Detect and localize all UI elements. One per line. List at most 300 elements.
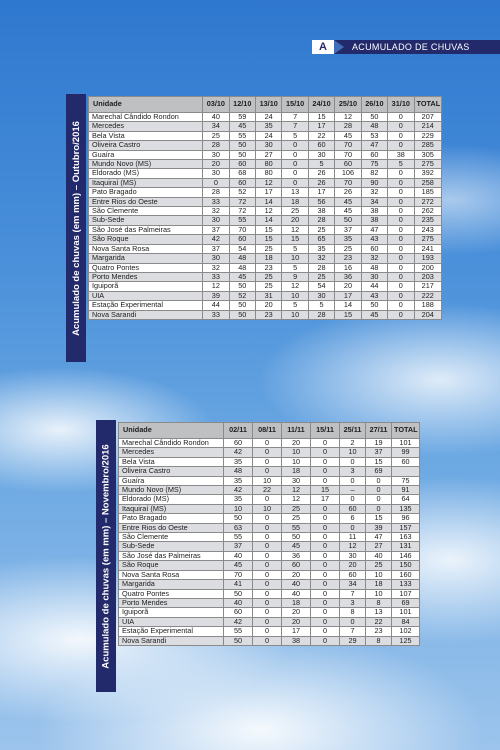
rainfall-cell: 23 (366, 627, 392, 636)
rainfall-cell: 107 (392, 589, 420, 598)
rainfall-cell: 48 (361, 122, 387, 131)
rainfall-cell: 5 (308, 301, 334, 310)
rainfall-cell: 0 (311, 504, 340, 513)
rainfall-cell: 27 (366, 542, 392, 551)
rainfall-cell: 7 (282, 122, 308, 131)
rainfall-cell: 0 (282, 150, 308, 159)
rainfall-cell: 0 (253, 561, 282, 570)
rainfall-cell: 17 (308, 122, 334, 131)
rainfall-cell: 135 (392, 504, 420, 513)
table-row (89, 291, 442, 300)
rainfall-cell: 0 (203, 178, 229, 187)
table-row (119, 504, 420, 513)
rainfall-cell: 72 (229, 197, 255, 206)
rainfall-cell: 0 (388, 244, 414, 253)
rainfall-cell: 33 (203, 272, 229, 281)
november-table-header (119, 423, 420, 439)
rainfall-cell: 60 (308, 141, 334, 150)
rainfall-cell: 80 (255, 160, 281, 169)
rainfall-cell: 68 (229, 169, 255, 178)
unit-name-cell: Iguiporã (89, 282, 203, 291)
rainfall-cell: 50 (361, 301, 387, 310)
rainfall-cell: 25 (282, 504, 311, 513)
rainfall-cell: 0 (366, 476, 392, 485)
table-row (89, 197, 442, 206)
rainfall-cell: 40 (203, 113, 229, 122)
rainfall-cell: 29 (340, 636, 366, 645)
column-header: 25/11 (340, 423, 366, 439)
rainfall-cell: 20 (282, 617, 311, 626)
table-row (119, 467, 420, 476)
rainfall-cell: 0 (253, 439, 282, 448)
rainfall-cell: 0 (311, 636, 340, 645)
rainfall-cell: 69 (392, 598, 420, 607)
rainfall-cell: 45 (335, 131, 361, 140)
rainfall-cell: 26 (308, 178, 334, 187)
table-row (89, 207, 442, 216)
unit-name-cell: Margarida (89, 254, 203, 263)
rainfall-cell: 0 (388, 301, 414, 310)
rainfall-cell: 0 (282, 141, 308, 150)
rainfall-cell: 203 (414, 272, 441, 281)
rainfall-cell: 200 (414, 263, 441, 272)
rainfall-cell: 131 (392, 542, 420, 551)
rainfall-cell: 42 (224, 617, 253, 626)
unit-name-cell: Pato Bragado (89, 188, 203, 197)
rainfall-cell: 20 (282, 216, 308, 225)
rainfall-cell: 7 (340, 589, 366, 598)
rainfall-cell: 275 (414, 235, 441, 244)
rainfall-cell: 17 (255, 188, 281, 197)
rainfall-cell: 60 (224, 608, 253, 617)
unit-name-cell: UIA (119, 617, 224, 626)
rainfall-cell: 0 (311, 570, 340, 579)
rainfall-cell: 214 (414, 122, 441, 131)
rainfall-cell: 45 (335, 197, 361, 206)
rainfall-cell: 55 (224, 533, 253, 542)
rainfall-cell: 0 (388, 141, 414, 150)
rainfall-cell: 20 (282, 570, 311, 579)
rainfall-cell: 0 (388, 235, 414, 244)
rainfall-cell: 7 (282, 113, 308, 122)
unit-name-cell: Mundo Novo (MS) (89, 160, 203, 169)
rainfall-cell: 23 (255, 310, 281, 319)
rainfall-cell: 275 (414, 160, 441, 169)
rainfall-cell: 33 (203, 310, 229, 319)
rainfall-cell: 40 (282, 580, 311, 589)
rainfall-cell: 0 (253, 627, 282, 636)
table-row (119, 439, 420, 448)
rainfall-cell: – (340, 486, 366, 495)
rainfall-cell: 285 (414, 141, 441, 150)
rainfall-cell: 30 (203, 216, 229, 225)
chevron-right-icon (334, 40, 344, 54)
rainfall-cell: 101 (392, 608, 420, 617)
rainfall-cell: 16 (335, 263, 361, 272)
unit-name-cell: Sub-Sede (119, 542, 224, 551)
rainfall-cell: 0 (388, 272, 414, 281)
rainfall-cell: 0 (311, 514, 340, 523)
column-header: 02/11 (224, 423, 253, 439)
rainfall-cell: 60 (340, 570, 366, 579)
rainfall-cell: 75 (392, 476, 420, 485)
rainfall-cell: 17 (311, 495, 340, 504)
november-table-title: Acumulado de chuvas (em mm) – Novembro/2016 (100, 443, 112, 669)
rainfall-cell: 0 (388, 197, 414, 206)
rainfall-cell: 37 (366, 448, 392, 457)
rainfall-cell: 15 (366, 457, 392, 466)
rainfall-cell: 10 (282, 291, 308, 300)
rainfall-cell: 11 (340, 533, 366, 542)
table-row (89, 113, 442, 122)
rainfall-cell: 45 (229, 122, 255, 131)
rainfall-cell: 43 (361, 235, 387, 244)
unit-name-cell: Quatro Pontes (89, 263, 203, 272)
column-header: 15/10 (282, 97, 308, 113)
rainfall-cell: 305 (414, 150, 441, 159)
rainfall-cell: 59 (229, 113, 255, 122)
rainfall-cell: 5 (388, 160, 414, 169)
rainfall-cell: 2 (340, 439, 366, 448)
unit-name-cell: Itaquiraí (MS) (89, 178, 203, 187)
rainfall-cell: 0 (388, 188, 414, 197)
rainfall-cell: 34 (203, 122, 229, 131)
rainfall-cell: 36 (335, 272, 361, 281)
rainfall-cell: 0 (253, 598, 282, 607)
table-row (119, 598, 420, 607)
unit-name-cell: Oliveira Castro (119, 467, 224, 476)
column-header: 15/11 (311, 423, 340, 439)
rainfall-cell: 0 (388, 169, 414, 178)
rainfall-cell: 17 (308, 188, 334, 197)
rainfall-cell: 45 (282, 542, 311, 551)
rainfall-cell: 39 (203, 291, 229, 300)
rainfall-cell (392, 467, 420, 476)
rainfall-cell: 25 (282, 514, 311, 523)
table-row (119, 580, 420, 589)
table-row (119, 514, 420, 523)
rainfall-cell: 157 (392, 523, 420, 532)
rainfall-cell: 19 (366, 439, 392, 448)
rainfall-cell: 5 (282, 301, 308, 310)
column-header: TOTAL (392, 423, 420, 439)
table-row (119, 617, 420, 626)
rainfall-cell: 30 (203, 150, 229, 159)
rainfall-cell: 56 (308, 197, 334, 206)
table-row (89, 263, 442, 272)
table-row (89, 301, 442, 310)
rainfall-cell: 0 (388, 122, 414, 131)
rainfall-cell: 43 (361, 291, 387, 300)
unit-name-cell: São Roque (119, 561, 224, 570)
rainfall-cell: 8 (340, 608, 366, 617)
rainfall-cell: 50 (229, 150, 255, 159)
rainfall-cell: 60 (224, 439, 253, 448)
rainfall-cell: 0 (311, 561, 340, 570)
rainfall-cell: 39 (366, 523, 392, 532)
rainfall-cell: 0 (340, 457, 366, 466)
rainfall-cell: 45 (361, 310, 387, 319)
rainfall-cell: 18 (366, 580, 392, 589)
rainfall-cell: 34 (340, 580, 366, 589)
rainfall-cell: 60 (229, 178, 255, 187)
rainfall-cell: 163 (392, 533, 420, 542)
table-row (89, 225, 442, 234)
unit-name-cell: Guaíra (119, 476, 224, 485)
rainfall-cell: 0 (340, 495, 366, 504)
rainfall-cell: 12 (203, 282, 229, 291)
rainfall-cell: 0 (253, 589, 282, 598)
rainfall-cell: 0 (340, 476, 366, 485)
rainfall-cell: 33 (203, 197, 229, 206)
rainfall-cell: 50 (229, 282, 255, 291)
rainfall-cell: 258 (414, 178, 441, 187)
rainfall-cell: 14 (335, 301, 361, 310)
rainfall-cell: 18 (282, 598, 311, 607)
rainfall-cell: 0 (311, 627, 340, 636)
rainfall-cell: 10 (282, 310, 308, 319)
rainfall-cell: 10 (282, 457, 311, 466)
rainfall-cell: 0 (311, 533, 340, 542)
rainfall-cell: 28 (335, 122, 361, 131)
rainfall-cell: 37 (203, 244, 229, 253)
rainfall-cell: 27 (255, 150, 281, 159)
rainfall-cell: 52 (229, 188, 255, 197)
rainfall-cell: 22 (308, 131, 334, 140)
rainfall-cell: 272 (414, 197, 441, 206)
column-header: Unidade (89, 97, 203, 113)
rainfall-cell: 34 (361, 197, 387, 206)
table-row (89, 244, 442, 253)
rainfall-cell: 30 (203, 254, 229, 263)
rainfall-cell: 22 (366, 617, 392, 626)
rainfall-cell: 38 (361, 207, 387, 216)
november-rainfall-table (118, 422, 420, 646)
rainfall-cell: 185 (414, 188, 441, 197)
rainfall-cell: 18 (282, 197, 308, 206)
rainfall-cell: 0 (253, 523, 282, 532)
rainfall-cell: 48 (224, 467, 253, 476)
column-header: TOTAL (414, 97, 441, 113)
rainfall-cell: 150 (392, 561, 420, 570)
unit-name-cell: Nova Sarandi (119, 636, 224, 645)
rainfall-cell: 0 (311, 457, 340, 466)
rainfall-cell: 75 (361, 160, 387, 169)
rainfall-cell: 70 (229, 225, 255, 234)
rainfall-cell: 15 (335, 310, 361, 319)
column-header: Unidade (119, 423, 224, 439)
rainfall-cell: 48 (229, 263, 255, 272)
rainfall-cell: 50 (224, 514, 253, 523)
rainfall-cell: 40 (224, 598, 253, 607)
rainfall-cell: 0 (253, 467, 282, 476)
unit-name-cell: Mercedes (119, 448, 224, 457)
unit-name-cell: Itaquiraí (MS) (119, 504, 224, 513)
rainfall-cell: 12 (282, 225, 308, 234)
rainfall-cell: 5 (282, 131, 308, 140)
section-letter: A (312, 40, 334, 54)
unit-name-cell: Estação Experimental (119, 627, 224, 636)
table-row (119, 476, 420, 485)
rainfall-cell: 63 (224, 523, 253, 532)
rainfall-cell: 25 (366, 561, 392, 570)
table-row (119, 608, 420, 617)
rainfall-cell: 25 (203, 131, 229, 140)
rainfall-cell: 0 (388, 178, 414, 187)
table-row (89, 131, 442, 140)
rainfall-cell: 0 (311, 542, 340, 551)
rainfall-cell: 0 (253, 636, 282, 645)
column-header: 12/10 (229, 97, 255, 113)
rainfall-cell: 0 (311, 439, 340, 448)
rainfall-cell: 0 (253, 495, 282, 504)
rainfall-cell: 12 (282, 495, 311, 504)
rainfall-cell: 17 (282, 627, 311, 636)
rainfall-cell: 12 (340, 542, 366, 551)
section-title: ACUMULADO DE CHUVAS (352, 42, 470, 52)
rainfall-cell: 55 (224, 627, 253, 636)
unit-name-cell: Entre Rios do Oeste (119, 523, 224, 532)
unit-name-cell: São José das Palmeiras (89, 225, 203, 234)
unit-name-cell: UIA (89, 291, 203, 300)
rainfall-cell: 90 (361, 178, 387, 187)
unit-name-cell: Entre Rios do Oeste (89, 197, 203, 206)
rainfall-cell: 15 (366, 514, 392, 523)
table-row (89, 188, 442, 197)
rainfall-cell: 65 (308, 235, 334, 244)
table-row (89, 169, 442, 178)
rainfall-cell: 0 (388, 254, 414, 263)
rainfall-cell: 14 (255, 197, 281, 206)
rainfall-cell: 26 (335, 188, 361, 197)
rainfall-cell: 10 (366, 589, 392, 598)
rainfall-cell: 54 (229, 244, 255, 253)
rainfall-cell: 52 (229, 291, 255, 300)
rainfall-cell: 0 (311, 598, 340, 607)
unit-name-cell: Bela Vista (119, 457, 224, 466)
table-row (119, 542, 420, 551)
rainfall-cell: 241 (414, 244, 441, 253)
rainfall-cell: 38 (388, 150, 414, 159)
rainfall-cell: 0 (366, 504, 392, 513)
rainfall-cell: 26 (308, 169, 334, 178)
table-row (89, 141, 442, 150)
rainfall-cell: 45 (335, 207, 361, 216)
rainfall-cell: 70 (335, 178, 361, 187)
rainfall-cell: 101 (392, 439, 420, 448)
rainfall-cell: 10 (253, 476, 282, 485)
unit-name-cell: Quatro Pontes (119, 589, 224, 598)
unit-name-cell: Eldorado (MS) (119, 495, 224, 504)
rainfall-cell: 35 (255, 122, 281, 131)
rainfall-cell: 48 (229, 254, 255, 263)
rainfall-cell: 35 (224, 476, 253, 485)
rainfall-cell: 0 (253, 533, 282, 542)
table-row (119, 448, 420, 457)
unit-name-cell: Marechal Cândido Rondon (89, 113, 203, 122)
column-header: 27/11 (366, 423, 392, 439)
rainfall-cell: 0 (253, 457, 282, 466)
rainfall-cell: 70 (224, 570, 253, 579)
rainfall-cell: 60 (229, 160, 255, 169)
table-row (119, 486, 420, 495)
table-row (119, 457, 420, 466)
rainfall-cell: 55 (282, 523, 311, 532)
unit-name-cell: Pato Bragado (119, 514, 224, 523)
rainfall-cell: 133 (392, 580, 420, 589)
rainfall-cell: 54 (308, 282, 334, 291)
rainfall-cell: 8 (366, 598, 392, 607)
rainfall-cell: 188 (414, 301, 441, 310)
rainfall-cell: 0 (282, 160, 308, 169)
rainfall-cell: 0 (388, 282, 414, 291)
unit-name-cell: Margarida (119, 580, 224, 589)
october-rainfall-table (88, 96, 442, 320)
rainfall-cell: 14 (255, 216, 281, 225)
rainfall-cell: 10 (366, 570, 392, 579)
rainfall-cell: 50 (335, 216, 361, 225)
rainfall-cell: 50 (224, 589, 253, 598)
october-side-band (66, 94, 86, 362)
rainfall-cell: 7 (340, 627, 366, 636)
rainfall-cell: 36 (282, 551, 311, 560)
rainfall-cell: 25 (282, 207, 308, 216)
rainfall-cell: 45 (229, 272, 255, 281)
rainfall-cell: 3 (340, 467, 366, 476)
rainfall-cell: 44 (361, 282, 387, 291)
table-row (119, 636, 420, 645)
table-row (89, 216, 442, 225)
rainfall-cell: 10 (340, 448, 366, 457)
rainfall-cell: 38 (308, 207, 334, 216)
rainfall-cell: 64 (392, 495, 420, 504)
october-table-title: Acumulado de chuvas (em mm) – Outubro/2016 (70, 120, 82, 336)
table-row (119, 589, 420, 598)
rainfall-cell: 10 (224, 504, 253, 513)
rainfall-cell: 41 (224, 580, 253, 589)
unit-name-cell: Nova Sarandi (89, 310, 203, 319)
rainfall-cell: 6 (340, 514, 366, 523)
november-table-body (119, 439, 420, 646)
rainfall-cell: 60 (335, 160, 361, 169)
rainfall-cell: 10 (282, 254, 308, 263)
rainfall-cell: 37 (203, 225, 229, 234)
rainfall-cell: 55 (229, 131, 255, 140)
rainfall-cell: 50 (229, 310, 255, 319)
rainfall-cell: 12 (282, 282, 308, 291)
rainfall-cell: 60 (229, 235, 255, 244)
rainfall-cell: 13 (282, 188, 308, 197)
rainfall-cell: 0 (340, 617, 366, 626)
rainfall-cell: 99 (392, 448, 420, 457)
unit-name-cell: Porto Mendes (119, 598, 224, 607)
rainfall-cell: 17 (335, 291, 361, 300)
table-row (119, 551, 420, 560)
rainfall-cell: 70 (335, 150, 361, 159)
rainfall-cell: 48 (361, 263, 387, 272)
rainfall-cell: 0 (253, 448, 282, 457)
october-table-body (89, 113, 442, 320)
rainfall-cell: 37 (224, 542, 253, 551)
table-row (89, 235, 442, 244)
rainfall-cell: 15 (308, 113, 334, 122)
rainfall-cell: 32 (203, 263, 229, 272)
rainfall-cell: 102 (392, 627, 420, 636)
rainfall-cell: 204 (414, 310, 441, 319)
rainfall-cell: 18 (255, 254, 281, 263)
rainfall-cell: 50 (229, 301, 255, 310)
rainfall-cell: 0 (311, 467, 340, 476)
